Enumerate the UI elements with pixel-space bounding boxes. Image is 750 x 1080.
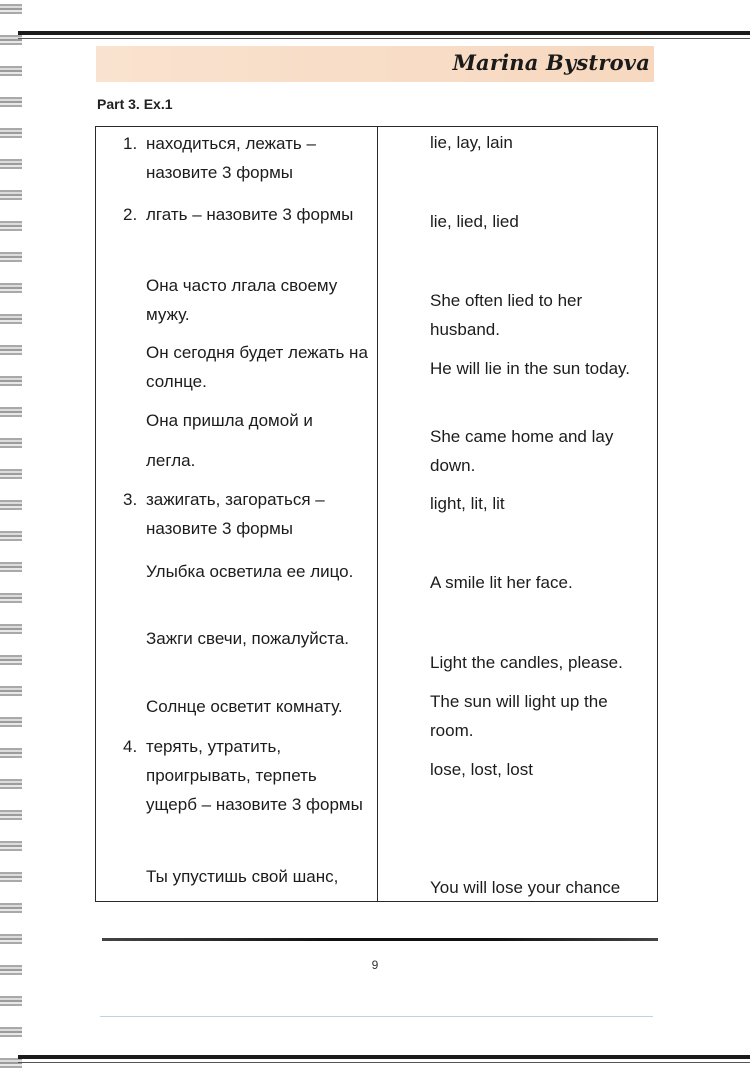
faint-rule [100, 1016, 653, 1017]
english-translation: lie, lied, lied [430, 212, 519, 231]
column-divider [377, 127, 378, 901]
english-translation: A smile lit her face. [430, 573, 573, 592]
russian-item-2 [123, 200, 372, 229]
item-number: 3. [123, 490, 138, 509]
english-translation: light, lit, lit [430, 494, 505, 513]
english-translation: lie, lay, lain [430, 133, 513, 152]
footer-rule-thin [18, 1062, 750, 1063]
russian-item-4 [123, 732, 372, 819]
english-translation: She often lied to her husband. [430, 291, 583, 339]
spiral-binding [0, 0, 22, 1080]
russian-text: лгать – назовите 3 формы [146, 205, 354, 224]
russian-sentence: Солнце осветит комнату. [146, 697, 343, 716]
english-translation: Light the candles, please. [430, 653, 623, 672]
russian-text: находиться, лежать – назовите 3 формы [146, 134, 316, 182]
russian-sentence: Он сегодня будет лежать на солнце. [146, 343, 368, 391]
exercise-table [95, 126, 658, 902]
russian-item-1 [123, 129, 372, 187]
english-translation: She came home and lay down. [430, 427, 614, 475]
russian-sentence: Улыбка осветила ее лицо. [146, 562, 354, 581]
english-translation: You will lose your chance [430, 878, 621, 897]
russian-sentence: Зажги свечи, пожалуйста. [146, 629, 350, 648]
russian-sentence: легла. [146, 451, 196, 470]
top-rule [18, 31, 750, 35]
item-number: 4. [123, 737, 138, 756]
russian-text: терять, утратить, проигрывать, терпеть ущерб – назовите 3 формы [146, 737, 363, 814]
page-number: 9 [371, 958, 379, 972]
top-rule-thin [18, 38, 750, 39]
section-label: Part 3. Ex.1 [97, 96, 173, 112]
author-name: Marina Bystrova [452, 50, 650, 75]
bottom-rule [102, 938, 658, 941]
english-translation: He will lie in the sun today. [430, 359, 631, 378]
item-number: 2. [123, 205, 138, 224]
russian-sentence: Она часто лгала своему мужу. [146, 276, 338, 324]
english-translation: lose, lost, lost [430, 760, 533, 779]
english-translation: The sun will light up the room. [430, 692, 608, 740]
item-number: 1. [123, 134, 138, 153]
footer-rule [18, 1055, 750, 1059]
russian-sentence: Она пришла домой и [146, 411, 313, 430]
russian-sentence: Ты упустишь свой шанс, [146, 867, 339, 886]
russian-item-3 [123, 485, 372, 543]
russian-text: зажигать, загораться – назовите 3 формы [146, 490, 325, 538]
